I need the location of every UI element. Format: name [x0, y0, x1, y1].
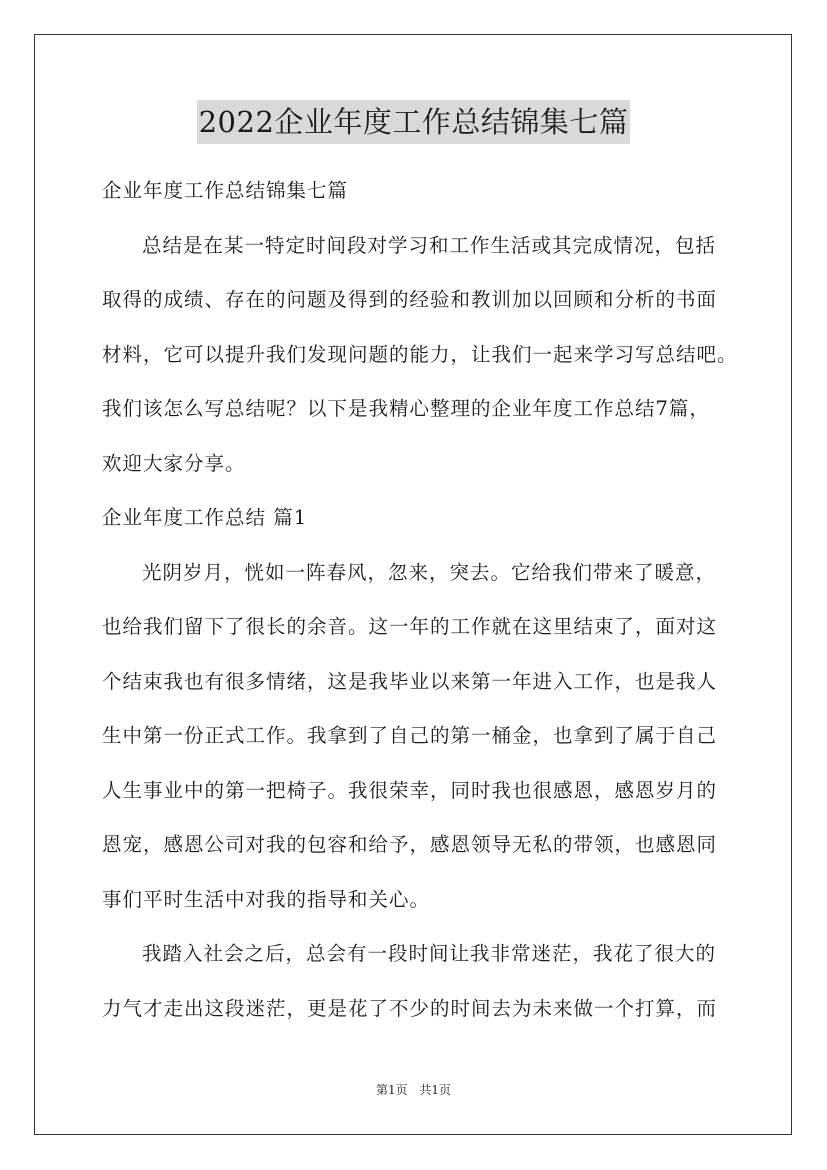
document-title: 2022企业年度工作总结锦集七篇 — [197, 100, 631, 144]
text-line: 我踏入社会之后，总会有一段时间让我非常迷茫，我花了很大的 — [142, 942, 717, 965]
text-line: 生中第一份正式工作。我拿到了自己的第一桶金，也拿到了属于自己 — [102, 724, 718, 747]
text-line: 总结是在某一特定时间段对学习和工作生活或其完成情况，包括 — [142, 233, 717, 257]
page-number: 第1页 — [375, 1083, 408, 1097]
text-line: 材料，它可以提升我们发现问题的能力，让我们一起来学习写总结吧。 — [102, 342, 738, 366]
page-total: 共1页 — [419, 1083, 452, 1097]
title-wrap — [0, 100, 827, 144]
text-line: 恩宠，感恩公司对我的包容和给予，感恩领导无私的带领，也感恩同 — [102, 833, 718, 856]
text-line: 个结束我也有很多情绪，这是我毕业以来第一年进入工作，也是我人 — [102, 669, 718, 693]
text-line: 事们平时生活中对我的指导和关心。 — [102, 887, 431, 911]
text-line: 取得的成绩、存在的问题及得到的经验和教训加以回顾和分析的书面 — [102, 288, 718, 311]
text-line: 人生事业中的第一把椅子。我很荣幸，同时我也很感恩，感恩岁月的 — [102, 778, 718, 802]
text-line: 光阴岁月，恍如一阵春风，忽来，突去。它给我们带来了暖意， — [142, 560, 717, 584]
document-body — [102, 164, 747, 1036]
text-line: 欢迎大家分享。 — [102, 451, 246, 475]
text-line: 企业年度工作总结锦集七篇 — [102, 179, 349, 202]
page-footer — [0, 1081, 827, 1098]
text-line: 也给我们留下了很长的余音。这一年的工作就在这里结束了，面对这 — [102, 615, 718, 638]
text-line: 力气才走出这段迷茫，更是花了不少的时间去为未来做一个打算，而 — [102, 996, 718, 1020]
text-line: 企业年度工作总结 篇1 — [102, 506, 308, 529]
text-line: 我们该怎么写总结呢？以下是我精心整理的企业年度工作总结7篇， — [102, 397, 710, 420]
